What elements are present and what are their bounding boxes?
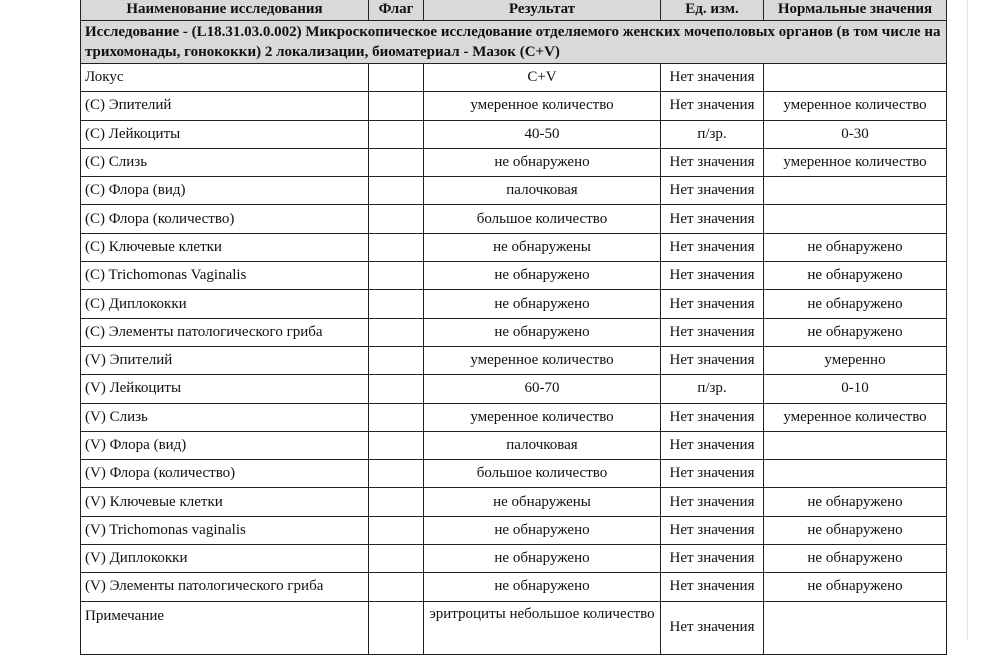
cell-flag — [369, 318, 424, 346]
table-row — [81, 516, 947, 544]
cell-result: не обнаружено — [424, 262, 661, 290]
cell-unit: Нет значения — [661, 460, 764, 488]
cell-result: 60-70 — [424, 375, 661, 403]
cell-norm — [764, 601, 947, 654]
table-row — [81, 92, 947, 120]
cell-norm — [764, 431, 947, 459]
cell-flag — [369, 516, 424, 544]
cell-name: (C) Ключевые клетки — [81, 233, 369, 261]
cell-unit: Нет значения — [661, 205, 764, 233]
cell-name: (V) Флора (количество) — [81, 460, 369, 488]
cell-unit: п/зр. — [661, 375, 764, 403]
cell-result: не обнаружено — [424, 318, 661, 346]
table-row — [81, 120, 947, 148]
cell-unit: Нет значения — [661, 92, 764, 120]
cell-result: 40-50 — [424, 120, 661, 148]
cell-flag — [369, 64, 424, 92]
cell-name: (C) Trichomonas Vaginalis — [81, 262, 369, 290]
cell-result: палочковая — [424, 431, 661, 459]
cell-norm — [764, 205, 947, 233]
cell-result: умеренное количество — [424, 346, 661, 374]
cell-norm: не обнаружено — [764, 262, 947, 290]
table-row — [81, 573, 947, 601]
cell-norm: не обнаружено — [764, 233, 947, 261]
header-name: Наименование исследования — [81, 0, 369, 21]
cell-flag — [369, 545, 424, 573]
cell-name: (C) Диплококки — [81, 290, 369, 318]
cell-name: (V) Trichomonas vaginalis — [81, 516, 369, 544]
cell-norm — [764, 460, 947, 488]
cell-unit: п/зр. — [661, 120, 764, 148]
cell-name: (V) Слизь — [81, 403, 369, 431]
table-row — [81, 262, 947, 290]
cell-unit: Нет значения — [661, 516, 764, 544]
cell-norm: умеренное количество — [764, 403, 947, 431]
table-row — [81, 177, 947, 205]
cell-unit: Нет значения — [661, 545, 764, 573]
cell-unit: Нет значения — [661, 177, 764, 205]
cell-norm: умеренное количество — [764, 148, 947, 176]
cell-norm — [764, 177, 947, 205]
cell-result: не обнаружены — [424, 233, 661, 261]
cell-result: не обнаружены — [424, 488, 661, 516]
cell-unit: Нет значения — [661, 488, 764, 516]
cell-name: (C) Элементы патологического гриба — [81, 318, 369, 346]
cell-flag — [369, 148, 424, 176]
table-row — [81, 431, 947, 459]
cell-result: не обнаружено — [424, 545, 661, 573]
cell-flag — [369, 403, 424, 431]
cell-unit: Нет значения — [661, 290, 764, 318]
cell-flag — [369, 346, 424, 374]
cell-unit: Нет значения — [661, 64, 764, 92]
cell-norm: не обнаружено — [764, 488, 947, 516]
cell-result: C+V — [424, 64, 661, 92]
cell-unit: Нет значения — [661, 233, 764, 261]
cell-unit: Нет значения — [661, 403, 764, 431]
table-row — [81, 375, 947, 403]
cell-name: Локус — [81, 64, 369, 92]
cell-result: палочковая — [424, 177, 661, 205]
cell-unit: Нет значения — [661, 601, 764, 654]
cell-result: не обнаружено — [424, 290, 661, 318]
cell-name: (V) Флора (вид) — [81, 431, 369, 459]
header-row — [81, 0, 947, 21]
cell-norm: не обнаружено — [764, 545, 947, 573]
cell-flag — [369, 177, 424, 205]
cell-flag — [369, 601, 424, 654]
cell-flag — [369, 573, 424, 601]
cell-flag — [369, 488, 424, 516]
cell-norm — [764, 64, 947, 92]
table-row — [81, 460, 947, 488]
cell-result: не обнаружено — [424, 516, 661, 544]
cell-name: (V) Диплококки — [81, 545, 369, 573]
table-row — [81, 403, 947, 431]
table-row — [81, 545, 947, 573]
cell-flag — [369, 205, 424, 233]
cell-norm: 0-30 — [764, 120, 947, 148]
cell-flag — [369, 92, 424, 120]
note-row — [81, 601, 947, 654]
cell-norm: не обнаружено — [764, 318, 947, 346]
header-flag: Флаг — [369, 0, 424, 21]
cell-norm: 0-10 — [764, 375, 947, 403]
table-row — [81, 64, 947, 92]
cell-unit: Нет значения — [661, 148, 764, 176]
cell-result: не обнаружено — [424, 148, 661, 176]
table-row — [81, 290, 947, 318]
cell-name: (C) Флора (вид) — [81, 177, 369, 205]
cell-flag — [369, 375, 424, 403]
cell-result: не обнаружено — [424, 573, 661, 601]
cell-unit: Нет значения — [661, 573, 764, 601]
cell-flag — [369, 431, 424, 459]
cell-norm: умеренно — [764, 346, 947, 374]
cell-norm: умеренное количество — [764, 92, 947, 120]
cell-name: (C) Эпителий — [81, 92, 369, 120]
header-result: Результат — [424, 0, 661, 21]
page-edge — [967, 0, 968, 640]
cell-result: умеренное количество — [424, 92, 661, 120]
cell-result: умеренное количество — [424, 403, 661, 431]
cell-norm: не обнаружено — [764, 290, 947, 318]
cell-unit: Нет значения — [661, 318, 764, 346]
header-unit: Ед. изм. — [661, 0, 764, 21]
cell-result: эритроциты небольшое количество — [424, 601, 661, 654]
cell-name: (C) Лейкоциты — [81, 120, 369, 148]
cell-flag — [369, 460, 424, 488]
cell-flag — [369, 262, 424, 290]
table-row — [81, 318, 947, 346]
cell-unit: Нет значения — [661, 431, 764, 459]
table-row — [81, 205, 947, 233]
section-title: Исследование - (L18.31.03.0.002) Микроскопическое исследование отделяемого женских мочеполовых органов (в том числе на трихомонады, гонококки) 2 локализации, биоматериал - Мазок (C+V) — [81, 21, 947, 64]
results-table — [80, 0, 947, 655]
table-row — [81, 233, 947, 261]
cell-name: (C) Слизь — [81, 148, 369, 176]
cell-result: большое количество — [424, 460, 661, 488]
table-row — [81, 148, 947, 176]
cell-name: (V) Эпителий — [81, 346, 369, 374]
cell-name: (V) Лейкоциты — [81, 375, 369, 403]
section-row — [81, 21, 947, 64]
cell-name: (C) Флора (количество) — [81, 205, 369, 233]
table-row — [81, 346, 947, 374]
cell-name: (V) Ключевые клетки — [81, 488, 369, 516]
table-row — [81, 488, 947, 516]
cell-flag — [369, 290, 424, 318]
cell-norm: не обнаружено — [764, 516, 947, 544]
cell-name: (V) Элементы патологического гриба — [81, 573, 369, 601]
cell-result: большое количество — [424, 205, 661, 233]
header-norm: Нормальные значения — [764, 0, 947, 21]
cell-name: Примечание — [81, 601, 369, 654]
cell-flag — [369, 233, 424, 261]
cell-unit: Нет значения — [661, 262, 764, 290]
cell-unit: Нет значения — [661, 346, 764, 374]
cell-norm: не обнаружено — [764, 573, 947, 601]
cell-flag — [369, 120, 424, 148]
